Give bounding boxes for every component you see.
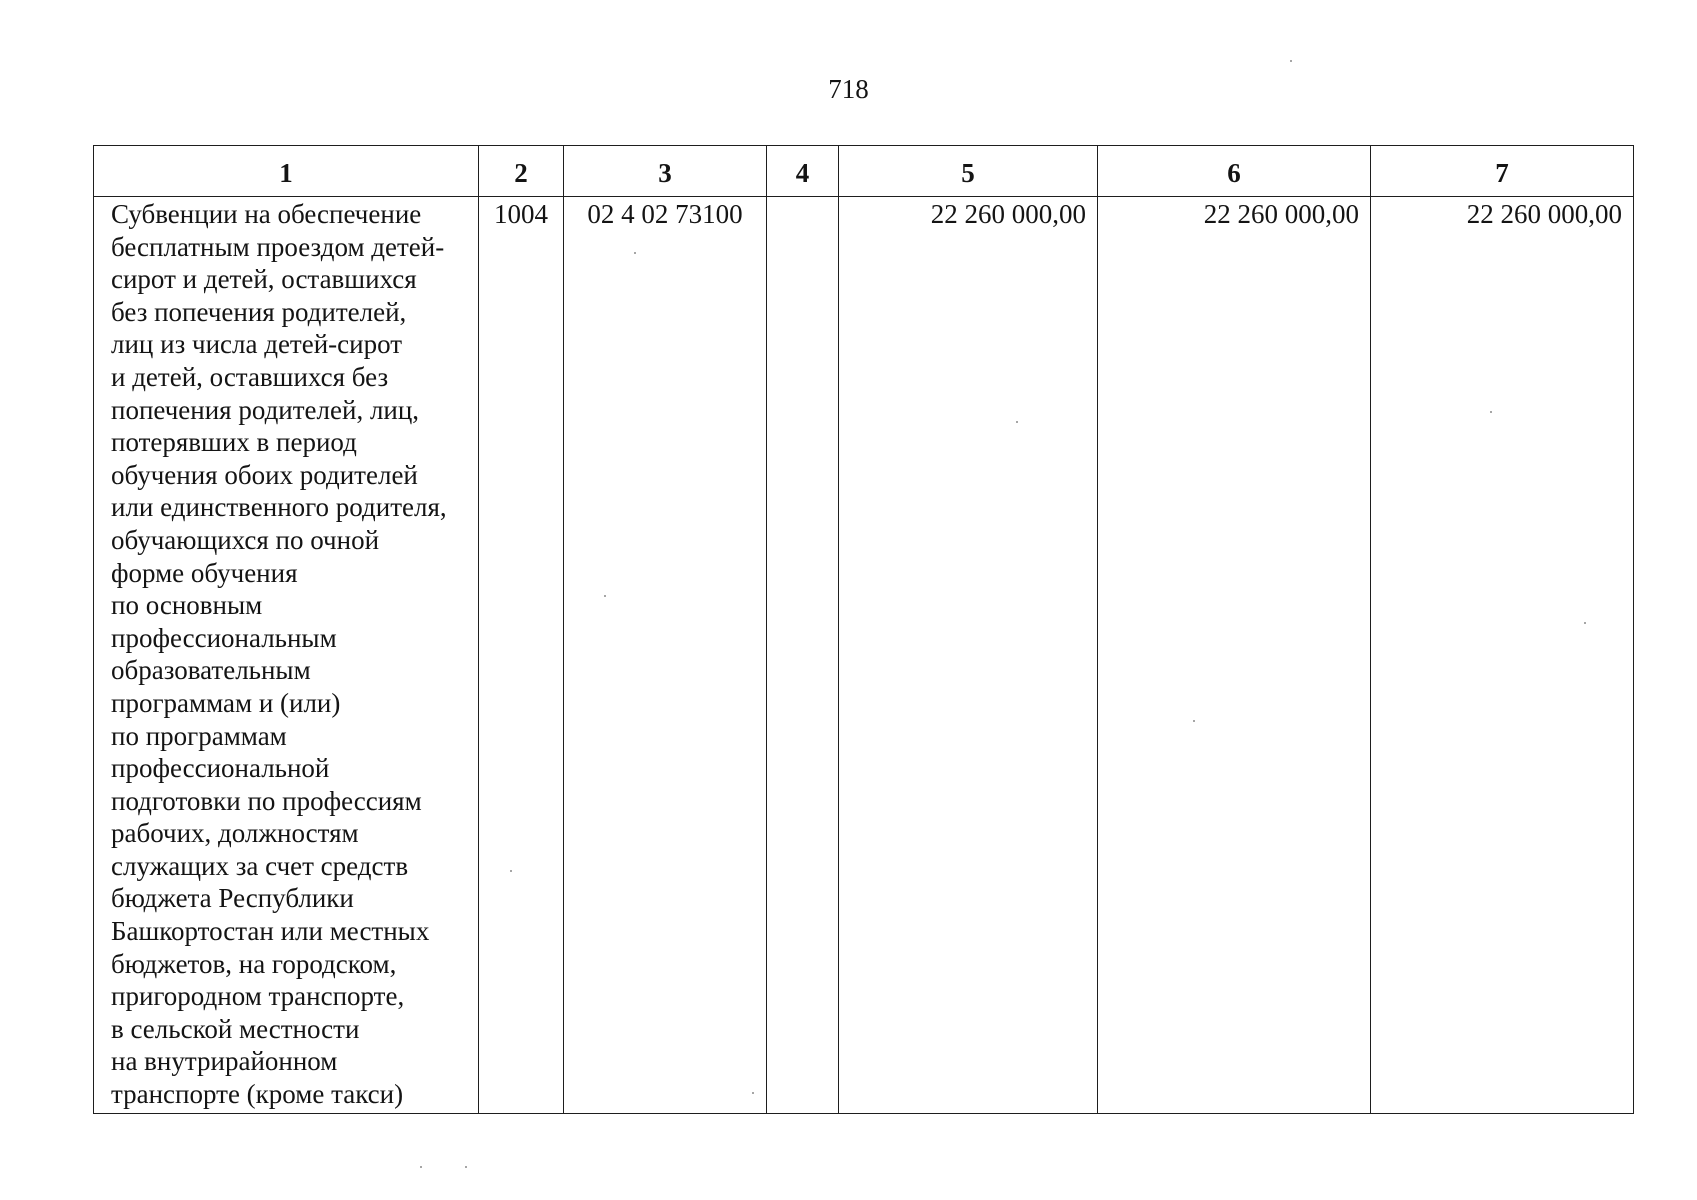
expense-name-line: Субвенции на обеспечение (111, 199, 422, 229)
scan-speck (465, 1166, 467, 1168)
expense-name-cell (94, 197, 479, 1114)
expense-name-line: образовательным (111, 655, 311, 686)
expense-name-line: профессиональной (111, 753, 330, 784)
header-col-1: 1 (94, 146, 479, 197)
scan-speck (1193, 720, 1195, 722)
expense-name-line: в сельской местности (111, 1013, 360, 1044)
table-row (94, 197, 1634, 1114)
scan-speck (604, 595, 606, 597)
expense-name-line: лиц из числа детей-сирот (111, 329, 403, 360)
header-row (94, 146, 1634, 197)
expense-name-line: сирот и детей, оставшихся (111, 264, 417, 295)
amount-cell-3: 22 260 000,00 (1371, 197, 1634, 1114)
table-header (94, 146, 1634, 197)
expense-name-line: Башкортостан или местных (111, 916, 430, 947)
scan-speck (1584, 622, 1586, 624)
expense-name-line: по программам (111, 720, 287, 751)
amount-cell-2: 22 260 000,00 (1098, 197, 1371, 1114)
expense-type-cell (767, 197, 839, 1114)
expense-name-line: транспорте (кроме такси) (111, 1079, 404, 1110)
scan-speck (510, 870, 512, 872)
header-col-5: 5 (839, 146, 1098, 197)
expense-name-line: обучения обоих родителей (111, 459, 418, 490)
budget-table (93, 145, 1634, 1114)
header-col-6: 6 (1098, 146, 1371, 197)
expense-name-line: потерявших в период (111, 427, 357, 458)
header-col-7: 7 (1371, 146, 1634, 197)
scan-speck (1290, 60, 1292, 62)
expense-name-line: рабочих, должностям (111, 818, 359, 849)
expense-name-line: или единственного родителя, (111, 492, 447, 523)
expense-name-line: без попечения родителей, (111, 296, 407, 327)
scan-speck (420, 1166, 422, 1168)
target-article-cell: 02 4 02 73100 (564, 197, 767, 1114)
expense-name-line: и детей, оставшихся без (111, 361, 389, 392)
expense-name-line: бесплатным проездом детей- (111, 231, 445, 262)
expense-name-line: служащих за счет средств (111, 850, 409, 881)
expense-name-line: программам и (или) (111, 687, 341, 718)
header-col-3: 3 (564, 146, 767, 197)
expense-name-line: бюджета Республики (111, 883, 354, 914)
expense-name-line: попечения родителей, лиц, (111, 394, 420, 425)
header-col-2: 2 (479, 146, 564, 197)
expense-name-line: подготовки по профессиям (111, 785, 422, 816)
scan-speck (752, 1092, 754, 1094)
scan-speck (1490, 411, 1492, 413)
expense-name-line: форме обучения (111, 557, 298, 588)
expense-name-line: на внутрирайонном (111, 1046, 338, 1077)
expense-name-line: профессиональным (111, 622, 337, 653)
expense-name-line: по основным (111, 590, 263, 621)
expense-name-line: пригородном транспорте, (111, 981, 405, 1012)
expense-name-line: обучающихся по очной (111, 524, 380, 555)
scan-speck (1016, 421, 1018, 423)
header-col-4: 4 (767, 146, 839, 197)
page-number: 718 (828, 74, 869, 104)
amount-cell-1: 22 260 000,00 (839, 197, 1098, 1114)
scan-speck (634, 252, 636, 254)
section-code-cell: 1004 (479, 197, 564, 1114)
expense-name-line: бюджетов, на городском, (111, 948, 397, 979)
